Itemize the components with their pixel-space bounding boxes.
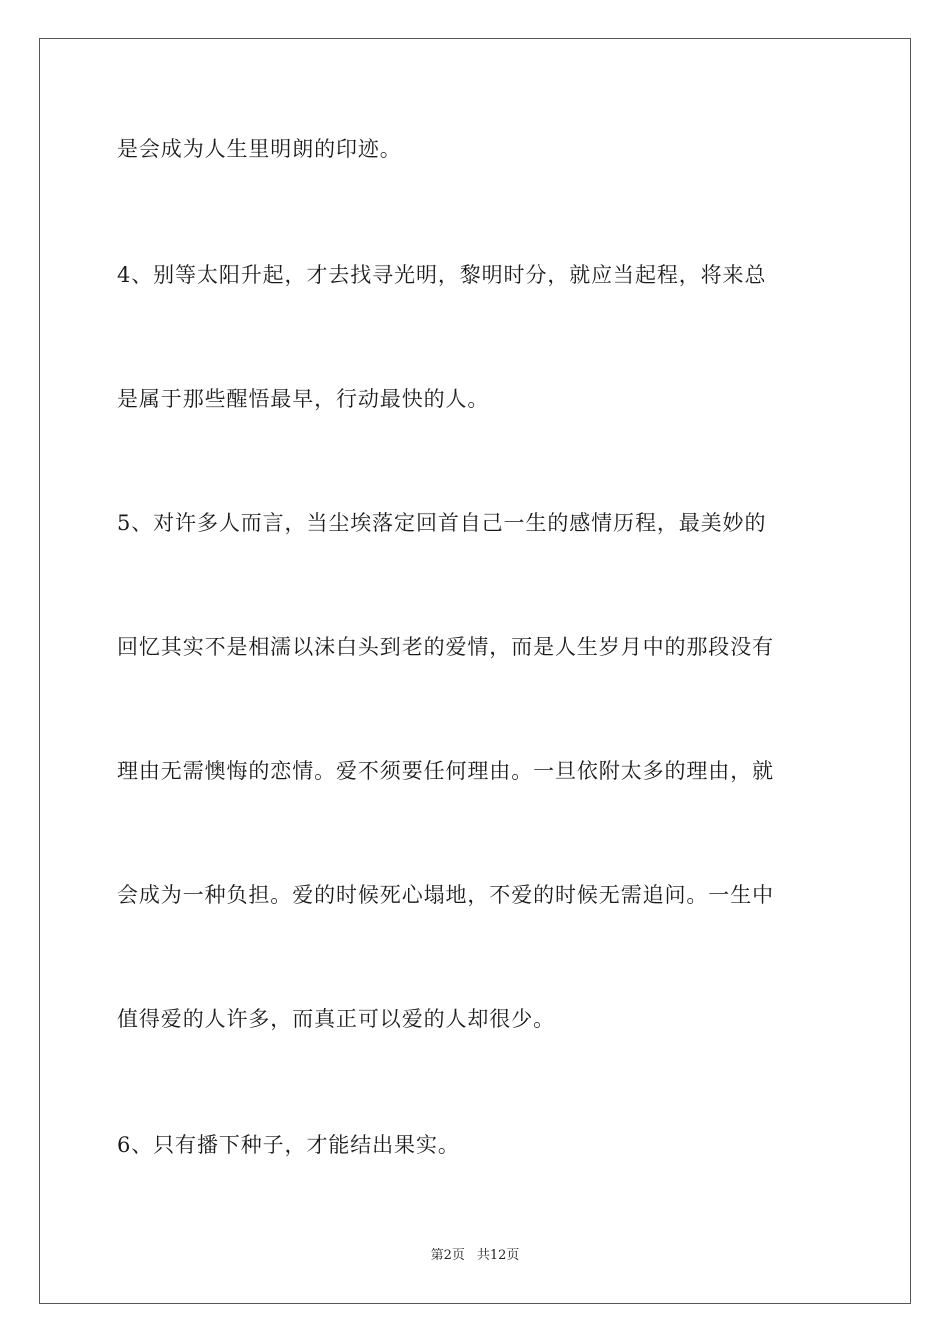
page-border [39, 38, 911, 1304]
text-line: 6、只有播下种子，才能结出果实。 [117, 1133, 460, 1157]
text-line: 会成为一种负担。爱的时候死心塌地，不爱的时候无需追问。一生中 [117, 883, 774, 907]
text-line: 回忆其实不是相濡以沫白头到老的爱情，而是人生岁月中的那段没有 [117, 635, 774, 659]
page-footer [0, 1248, 950, 1264]
text-line: 5、对许多人而言，当尘埃落定回首自己一生的感情历程，最美妙的 [117, 511, 767, 535]
page-total: 共12页 [476, 1248, 520, 1263]
text-line: 理由无需懊悔的恋情。爱不须要任何理由。一旦依附太多的理由，就 [117, 759, 774, 783]
text-line: 值得爱的人许多，而真正可以爱的人却很少。 [117, 1007, 555, 1031]
text-line: 是属于那些醒悟最早，行动最快的人。 [117, 387, 490, 411]
text-line: 是会成为人生里明朗的印迹。 [117, 137, 402, 161]
page-number: 第2页 [430, 1248, 465, 1263]
text-line: 4、别等太阳升起，才去找寻光明，黎明时分，就应当起程，将来总 [117, 263, 767, 287]
